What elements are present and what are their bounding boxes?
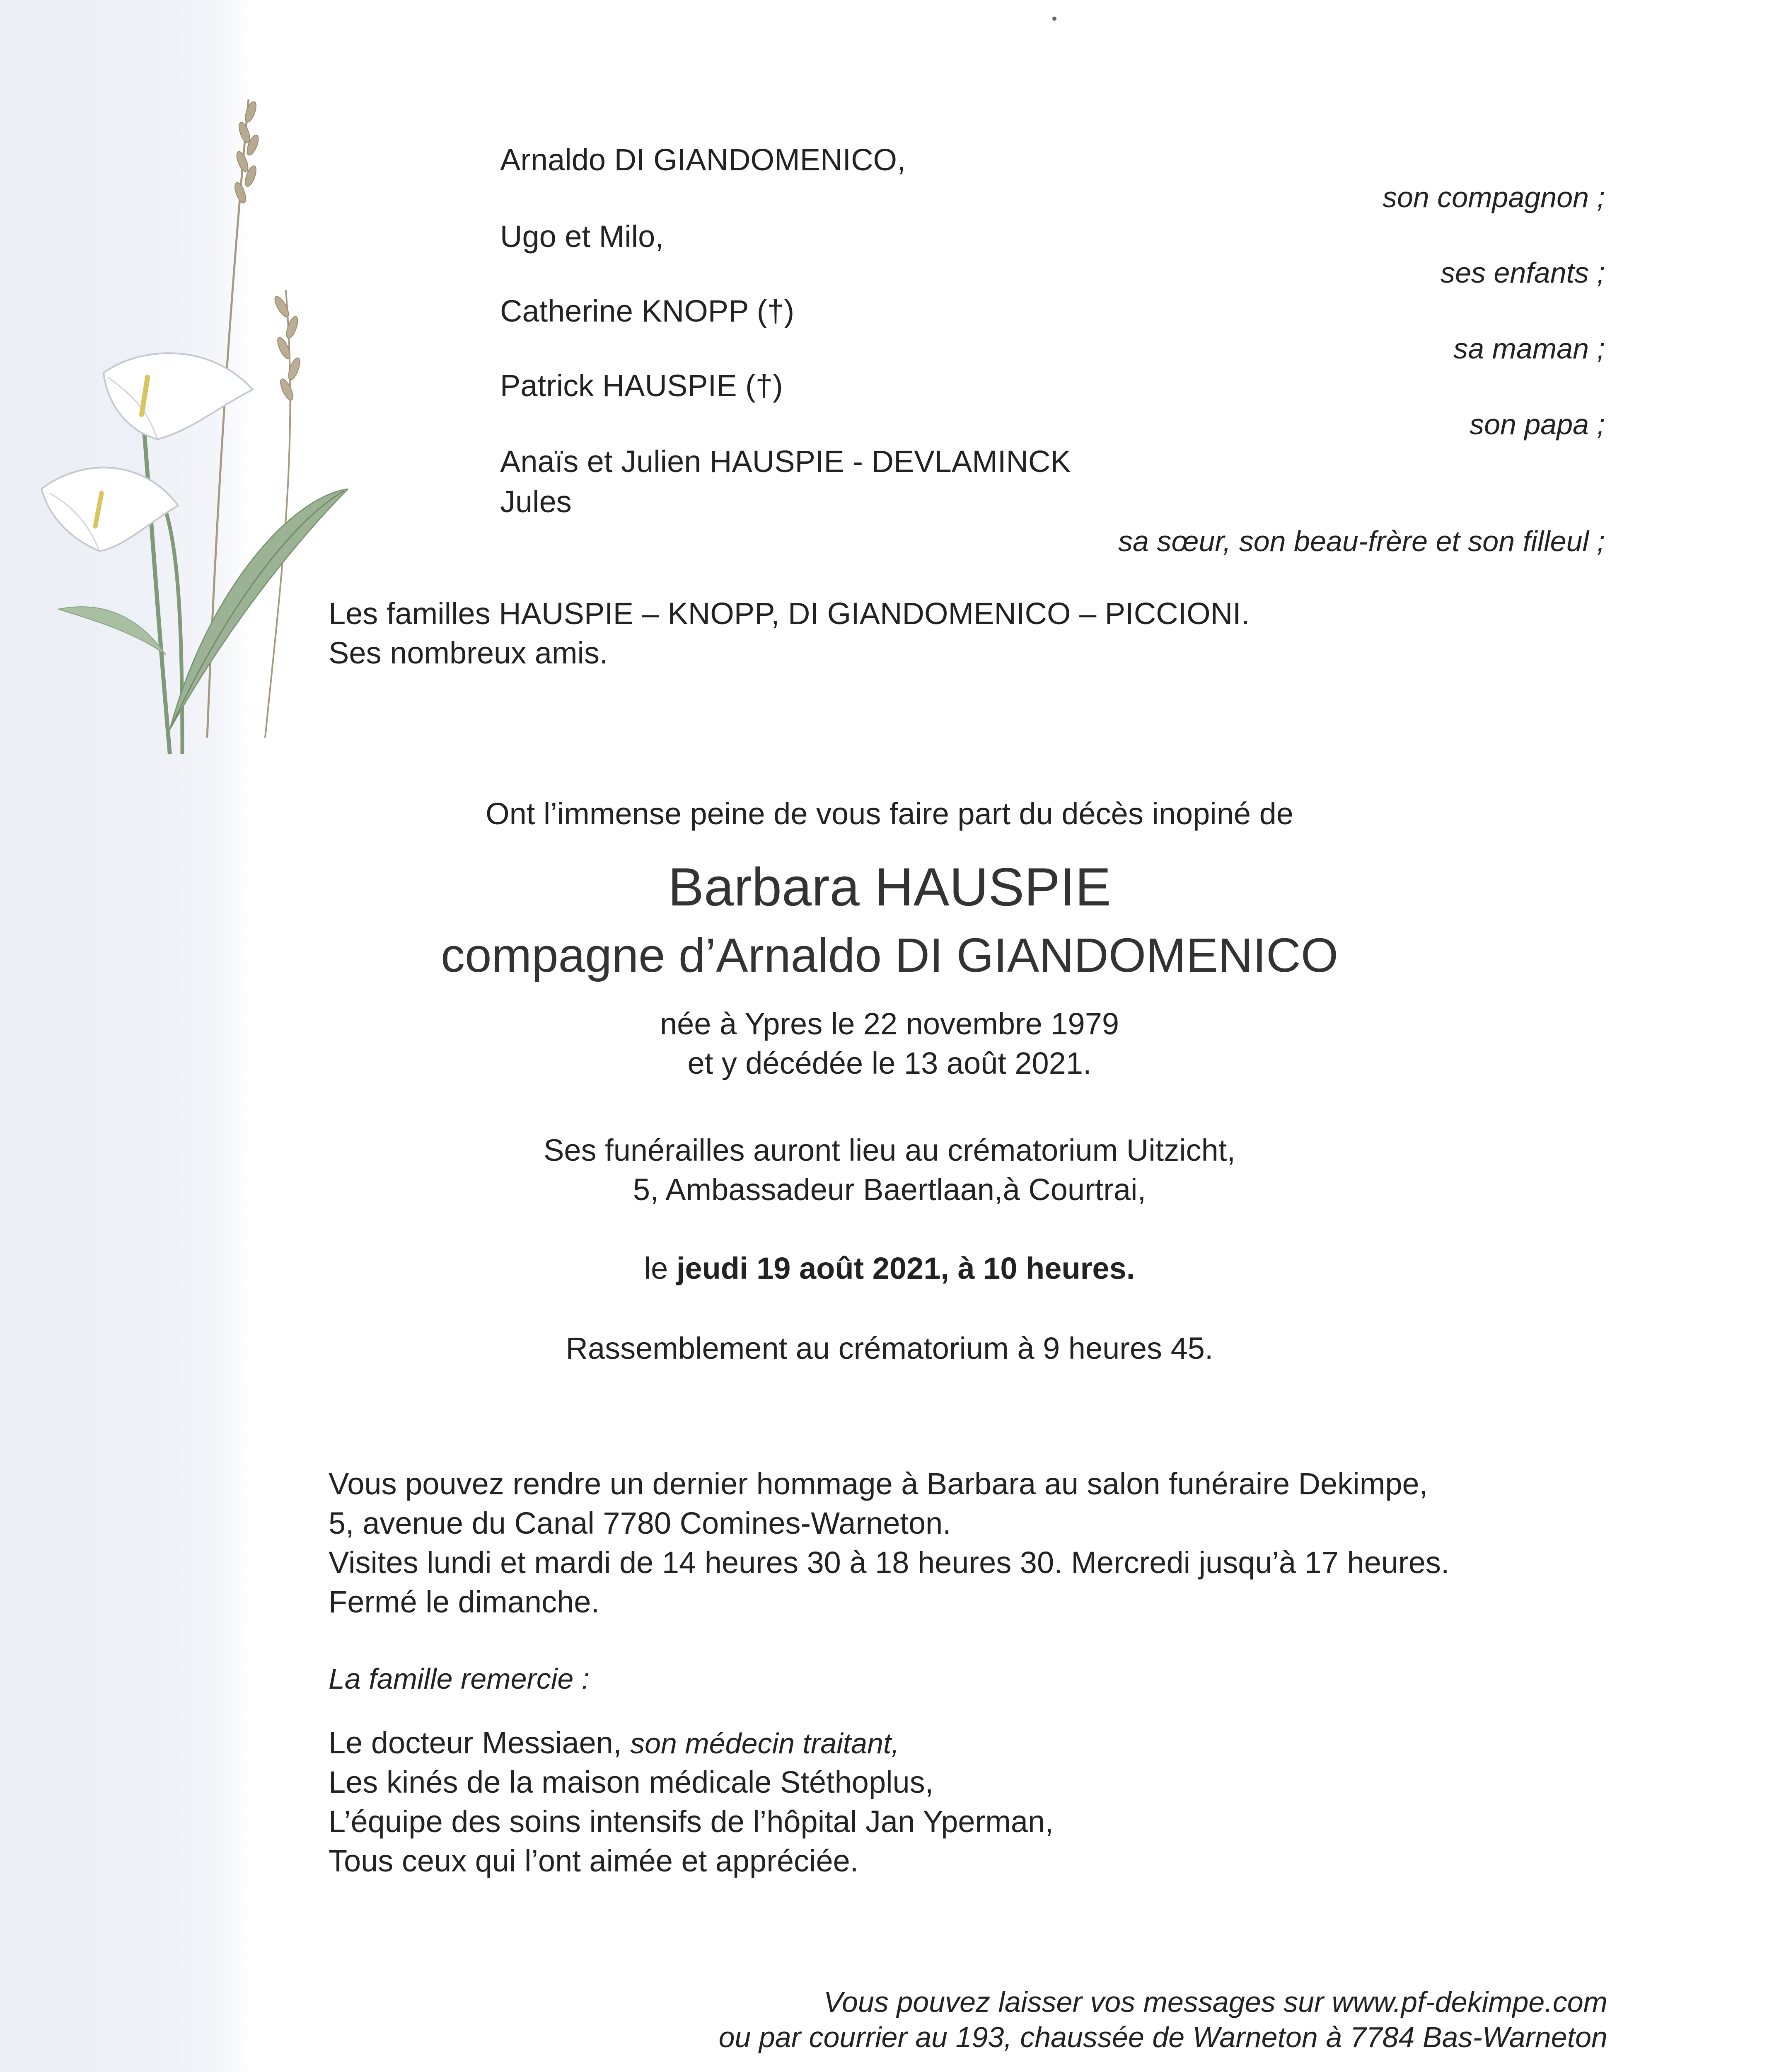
- birth-line: née à Ypres le 22 novembre 1979: [660, 1007, 1119, 1041]
- announcement-intro: Ont l’immense peine de vous faire part du décès inopiné de: [486, 796, 1293, 831]
- thanks-line: Tous ceux qui l’ont aimée et appréciée.: [329, 1844, 859, 1878]
- family-name: Anaïs et Julien HAUSPIE - DEVLAMINCK: [500, 444, 1071, 479]
- family-relation: sa sœur, son beau-frère et son filleul ;: [1118, 525, 1605, 557]
- family-relation: ses enfants ;: [1441, 257, 1605, 289]
- family-name: Arnaldo DI GIANDOMENICO,: [500, 143, 906, 177]
- thanks-line: L’équipe des soins intensifs de l’hôpital Jan Yperman,: [329, 1804, 1054, 1839]
- extended-families: Les familles HAUSPIE – KNOPP, DI GIANDOMENICO – PICCIONI.: [329, 596, 1250, 631]
- funeral-location: Ses funérailles auront lieu au crématorium Uitzicht,: [544, 1133, 1235, 1167]
- gathering-time: Rassemblement au crématorium à 9 heures 45.: [566, 1331, 1213, 1365]
- family-relation: son papa ;: [1470, 408, 1605, 441]
- friends-line: Ses nombreux amis.: [329, 636, 608, 670]
- family-name: Catherine KNOPP (†): [500, 294, 795, 328]
- messages-website: Vous pouvez laisser vos messages sur www.pf-dekimpe.com: [823, 1986, 1607, 2018]
- death-line: et y décédée le 13 août 2021.: [687, 1046, 1092, 1080]
- thanks-doctor-name: Le docteur Messiaen,: [329, 1726, 622, 1760]
- visit-address: 5, avenue du Canal 7780 Comines-Warneton.: [329, 1506, 951, 1540]
- calla-lily-wheat-illustration: [33, 75, 348, 758]
- funeral-date-bold: jeudi 19 août 2021, à 10 heures.: [676, 1251, 1135, 1285]
- thanks-line: Les kinés de la maison médicale Stéthoplus,: [329, 1765, 934, 1799]
- deceased-name: Barbara HAUSPIE: [668, 857, 1111, 917]
- scan-speck: [1052, 17, 1056, 21]
- funeral-date: [0, 1249, 1779, 1288]
- funeral-address: 5, Ambassadeur Baertlaan,à Courtrai,: [633, 1172, 1146, 1207]
- visit-hours: Visites lundi et mardi de 14 heures 30 à 18 heures 30. Mercredi jusqu’à 17 heures.: [329, 1545, 1450, 1580]
- family-name: Patrick HAUSPIE (†): [500, 368, 783, 403]
- funeral-date-prefix: le: [644, 1251, 668, 1285]
- family-relation: sa maman ;: [1453, 332, 1605, 365]
- family-name: Ugo et Milo,: [500, 219, 664, 254]
- deceased-subtitle: compagne d’Arnaldo DI GIANDOMENICO: [440, 928, 1339, 982]
- thanks-heading: La famille remercie :: [329, 1663, 590, 1695]
- thanks-doctor-role: son médecin traitant,: [630, 1727, 899, 1760]
- family-name-continued: Jules: [500, 484, 572, 519]
- visit-line: Vous pouvez rendre un dernier hommage à Barbara au salon funéraire Dekimpe,: [329, 1467, 1428, 1501]
- visit-closed: Fermé le dimanche.: [329, 1585, 599, 1619]
- thanks-doctor: [329, 1724, 899, 1762]
- family-relation: son compagnon ;: [1382, 181, 1605, 213]
- messages-mail: ou par courrier au 193, chaussée de Warneton à 7784 Bas-Warneton: [718, 2021, 1607, 2053]
